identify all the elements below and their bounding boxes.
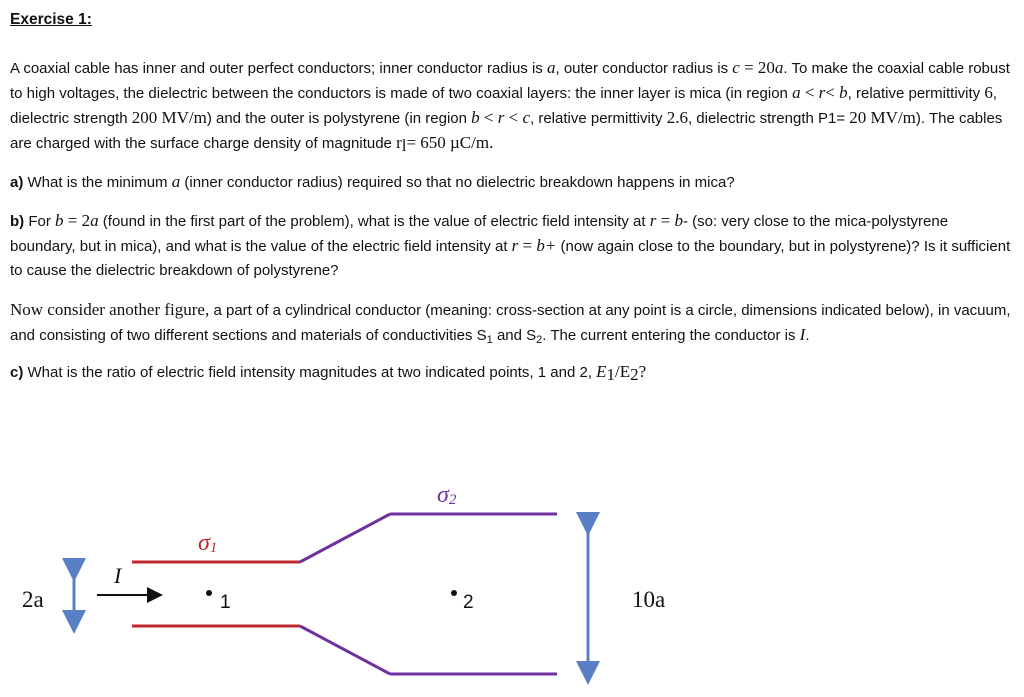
problem-intro: A coaxial cable has inner and outer perfect conductors; inner conductor radius is a, outer conductor radius is c = 20a. To make the coaxial cable robust to high voltages, the dielectric between the conductors is made of two coaxial layers: the inner layer is mica (in region a < r< b, relative permittivity 6, dielectric strength 200 MV/m) and the outer is polystyrene (in region b < r < c, relative permittivity 2.6, dielectric strength P1= 20 MV/m). The cables are charged with the surface charge density of magnitude $r_l= 650$ µC/m.	[10, 58, 1010, 155]
taper-top	[300, 514, 390, 562]
point-2-label: 2	[463, 592, 474, 613]
exercise-title: Exercise 1:	[10, 11, 92, 28]
question-b: b) For b = 2a (found in the first part of the problem), what is the value of electric field intensity at r = b- (so: very close to the mica-polystyrene boundary, but in mica), and what is the value of the electric field intensity at r = b+ (now again close to the boundary, but in polystyrene)? Is it sufficient to cause the dielectric breakdown of polystyrene?	[10, 211, 1011, 279]
point-1-label: 1	[220, 592, 231, 613]
question-c: c) What is the ratio of electric field intensity magnitudes at two indicated points, 1 and 2, $E_1/E_2$?	[10, 362, 647, 384]
conductor-figure	[0, 470, 1024, 697]
sigma1-label: σ1	[198, 530, 218, 556]
current-label: I	[114, 563, 122, 588]
sigma2-label: σ2	[437, 482, 457, 508]
exercise-page	[10, 8, 1014, 385]
figure-description: Now consider another figure, a part of a cylindrical conductor (meaning: cross-section at any point is a circle, dimensions indicated below), in vacuum, and consisting of two different sections and materials of conductivities $S_1$ and $S_2$. The current entering the conductor is I.	[10, 300, 1011, 346]
point-2-dot	[451, 590, 457, 596]
question-a: a) What is the minimum a (inner conductor radius) required so that no dielectric breakdown happens in mica?	[10, 172, 735, 191]
dim-label-left: 2a	[22, 587, 44, 612]
point-1-dot	[206, 590, 212, 596]
taper-bottom	[300, 626, 390, 674]
dim-label-right: 10a	[632, 587, 666, 612]
